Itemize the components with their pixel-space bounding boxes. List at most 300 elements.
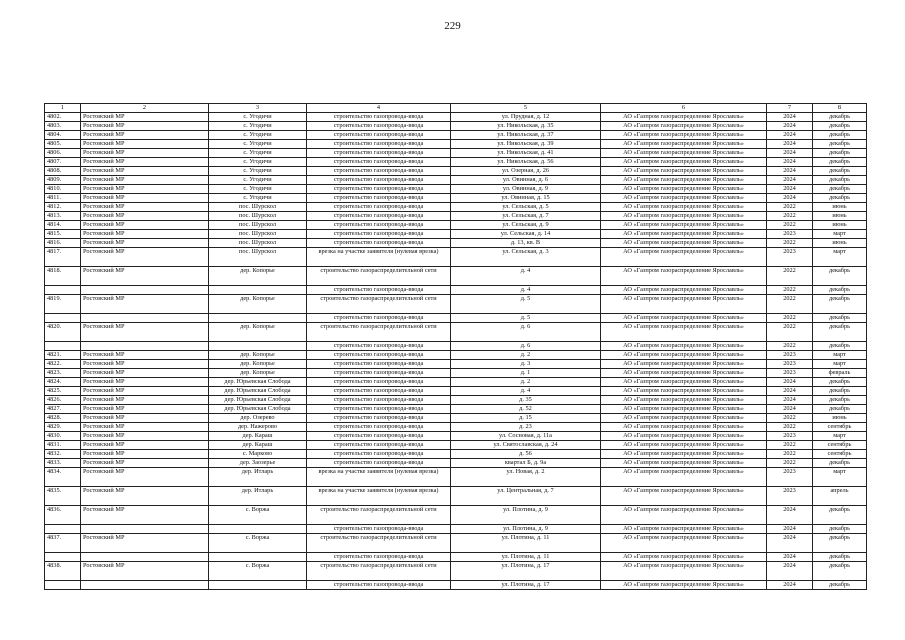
- work-type-cell: строительство газораспределительной сети: [307, 323, 451, 342]
- row-number-cell: 4809.: [45, 176, 81, 185]
- address-cell: ул. Озерная, д. 26: [451, 167, 601, 176]
- row-number-cell: [45, 342, 81, 351]
- row-number-cell: 4805.: [45, 140, 81, 149]
- settlement-cell: дер. Копорье: [209, 360, 307, 369]
- settlement-cell: дер. Копорье: [209, 295, 307, 314]
- table-row: [45, 525, 867, 534]
- year-cell: 2022: [767, 295, 813, 314]
- month-cell: декабрь: [813, 581, 867, 590]
- district-cell: Ростовский МР: [81, 167, 209, 176]
- year-cell: 2023: [767, 351, 813, 360]
- year-cell: 2022: [767, 342, 813, 351]
- table-row: [45, 176, 867, 185]
- row-number-cell: 4803.: [45, 122, 81, 131]
- work-type-cell: строительство газопровода-ввода: [307, 369, 451, 378]
- address-cell: д. 3: [451, 360, 601, 369]
- month-cell: март: [813, 468, 867, 487]
- year-cell: 2024: [767, 562, 813, 581]
- district-cell: Ростовский МР: [81, 221, 209, 230]
- table-row: [45, 487, 867, 506]
- district-cell: Ростовский МР: [81, 450, 209, 459]
- address-cell: д. 23: [451, 423, 601, 432]
- month-cell: март: [813, 248, 867, 267]
- address-cell: д. 6: [451, 323, 601, 342]
- settlement-cell: пос. Шурскол: [209, 230, 307, 239]
- district-cell: Ростовский МР: [81, 122, 209, 131]
- table-body: [45, 113, 867, 590]
- year-cell: 2024: [767, 553, 813, 562]
- year-cell: 2024: [767, 396, 813, 405]
- year-cell: 2022: [767, 414, 813, 423]
- table-row: [45, 314, 867, 323]
- settlement-cell: пос. Шурскол: [209, 239, 307, 248]
- row-number-cell: 4836.: [45, 506, 81, 525]
- table-row: [45, 581, 867, 590]
- address-cell: ул. Сельская, д. 7: [451, 212, 601, 221]
- address-cell: ул. Овинная, д. 6: [451, 176, 601, 185]
- year-cell: 2024: [767, 525, 813, 534]
- district-cell: Ростовский МР: [81, 248, 209, 267]
- organization-cell: АО «Газпром газораспределение Ярославль»: [601, 239, 767, 248]
- column-header: 8: [813, 104, 867, 113]
- month-cell: декабрь: [813, 113, 867, 122]
- work-type-cell: строительство газопровода-ввода: [307, 221, 451, 230]
- address-cell: ул. Центральная, д. 7: [451, 487, 601, 506]
- work-type-cell: строительство газопровода-ввода: [307, 553, 451, 562]
- row-number-cell: 4824.: [45, 378, 81, 387]
- row-number-cell: 4810.: [45, 185, 81, 194]
- settlement-cell: дер. Юрьевская Слобода: [209, 396, 307, 405]
- work-type-cell: строительство газораспределительной сети: [307, 562, 451, 581]
- month-cell: декабрь: [813, 553, 867, 562]
- year-cell: 2024: [767, 167, 813, 176]
- organization-cell: АО «Газпром газораспределение Ярославль»: [601, 248, 767, 267]
- district-cell: Ростовский МР: [81, 185, 209, 194]
- work-type-cell: врезка на участке заявителя (нулевая врезка): [307, 487, 451, 506]
- settlement-cell: с. Угодичи: [209, 140, 307, 149]
- organization-cell: АО «Газпром газораспределение Ярославль»: [601, 230, 767, 239]
- work-type-cell: строительство газопровода-ввода: [307, 230, 451, 239]
- organization-cell: АО «Газпром газораспределение Ярославль»: [601, 414, 767, 423]
- table-row: [45, 149, 867, 158]
- address-cell: ул. Никольская, д. 41: [451, 149, 601, 158]
- organization-cell: АО «Газпром газораспределение Ярославль»: [601, 122, 767, 131]
- organization-cell: АО «Газпром газораспределение Ярославль»: [601, 149, 767, 158]
- row-number-cell: 4823.: [45, 369, 81, 378]
- organization-cell: АО «Газпром газораспределение Ярославль»: [601, 176, 767, 185]
- organization-cell: АО «Газпром газораспределение Ярославль»: [601, 441, 767, 450]
- address-cell: д. 1: [451, 369, 601, 378]
- district-cell: Ростовский МР: [81, 414, 209, 423]
- district-cell: Ростовский МР: [81, 131, 209, 140]
- settlement-cell: с. Угодичи: [209, 158, 307, 167]
- table-row: [45, 387, 867, 396]
- work-type-cell: строительство газораспределительной сети: [307, 506, 451, 525]
- district-cell: Ростовский МР: [81, 351, 209, 360]
- table-row: [45, 212, 867, 221]
- work-type-cell: строительство газораспределительной сети: [307, 267, 451, 286]
- district-cell: Ростовский МР: [81, 405, 209, 414]
- row-number-cell: 4811.: [45, 194, 81, 203]
- month-cell: декабрь: [813, 158, 867, 167]
- work-type-cell: строительство газораспределительной сети: [307, 534, 451, 553]
- month-cell: сентябрь: [813, 450, 867, 459]
- settlement-cell: с. Угодичи: [209, 113, 307, 122]
- row-number-cell: 4817.: [45, 248, 81, 267]
- table-row: [45, 295, 867, 314]
- work-type-cell: строительство газопровода-ввода: [307, 122, 451, 131]
- district-cell: Ростовский МР: [81, 387, 209, 396]
- row-number-cell: 4804.: [45, 131, 81, 140]
- address-cell: ул. Сосновая, д. 11а: [451, 432, 601, 441]
- table-row: [45, 506, 867, 525]
- table-row: [45, 534, 867, 553]
- settlement-cell: пос. Шурскол: [209, 248, 307, 267]
- row-number-cell: 4816.: [45, 239, 81, 248]
- organization-cell: АО «Газпром газораспределение Ярославль»: [601, 534, 767, 553]
- organization-cell: АО «Газпром газораспределение Ярославль»: [601, 378, 767, 387]
- district-cell: Ростовский МР: [81, 295, 209, 314]
- district-cell: Ростовский МР: [81, 113, 209, 122]
- month-cell: декабрь: [813, 149, 867, 158]
- column-header: 7: [767, 104, 813, 113]
- table-row: [45, 194, 867, 203]
- year-cell: 2024: [767, 581, 813, 590]
- address-cell: ул. Сельская, д. 14: [451, 230, 601, 239]
- district-cell: Ростовский МР: [81, 534, 209, 553]
- row-number-cell: 4838.: [45, 562, 81, 581]
- settlement-cell: [209, 525, 307, 534]
- address-cell: д. 35: [451, 396, 601, 405]
- address-cell: ул. Никольская, д. 56: [451, 158, 601, 167]
- address-cell: д. 52: [451, 405, 601, 414]
- organization-cell: АО «Газпром газораспределение Ярославль»: [601, 212, 767, 221]
- year-cell: 2024: [767, 158, 813, 167]
- month-cell: февраль: [813, 369, 867, 378]
- district-cell: Ростовский МР: [81, 323, 209, 342]
- row-number-cell: 4821.: [45, 351, 81, 360]
- row-number-cell: 4814.: [45, 221, 81, 230]
- address-cell: ул. Никольская, д. 37: [451, 131, 601, 140]
- organization-cell: АО «Газпром газораспределение Ярославль»: [601, 450, 767, 459]
- settlement-cell: дер. Копорье: [209, 267, 307, 286]
- table-row: [45, 423, 867, 432]
- organization-cell: АО «Газпром газораспределение Ярославль»: [601, 158, 767, 167]
- work-type-cell: строительство газопровода-ввода: [307, 360, 451, 369]
- month-cell: июнь: [813, 221, 867, 230]
- row-number-cell: 4827.: [45, 405, 81, 414]
- organization-cell: АО «Газпром газораспределение Ярославль»: [601, 432, 767, 441]
- table-row: [45, 432, 867, 441]
- settlement-cell: пос. Шурскол: [209, 203, 307, 212]
- year-cell: 2023: [767, 360, 813, 369]
- table-row: [45, 360, 867, 369]
- address-cell: ул. Никольская, д. 39: [451, 140, 601, 149]
- row-number-cell: 4812.: [45, 203, 81, 212]
- settlement-cell: дер. Нажерово: [209, 423, 307, 432]
- table-row: [45, 239, 867, 248]
- organization-cell: АО «Газпром газораспределение Ярославль»: [601, 423, 767, 432]
- organization-cell: АО «Газпром газораспределение Ярославль»: [601, 487, 767, 506]
- table-row: [45, 248, 867, 267]
- district-cell: Ростовский МР: [81, 506, 209, 525]
- address-cell: ул. Сельская, д. 5: [451, 203, 601, 212]
- district-cell: Ростовский МР: [81, 239, 209, 248]
- address-cell: ул. Святославская, д. 24: [451, 441, 601, 450]
- year-cell: 2024: [767, 506, 813, 525]
- address-cell: ул. Новая, д. 2: [451, 468, 601, 487]
- work-type-cell: врезка на участке заявителя (нулевая врезка): [307, 248, 451, 267]
- month-cell: июнь: [813, 203, 867, 212]
- district-cell: Ростовский МР: [81, 360, 209, 369]
- row-number-cell: 4806.: [45, 149, 81, 158]
- table-row: [45, 378, 867, 387]
- work-type-cell: строительство газопровода-ввода: [307, 212, 451, 221]
- organization-cell: АО «Газпром газораспределение Ярославль»: [601, 405, 767, 414]
- row-number-cell: [45, 286, 81, 295]
- settlement-cell: с. Марково: [209, 450, 307, 459]
- organization-cell: АО «Газпром газораспределение Ярославль»: [601, 167, 767, 176]
- settlement-cell: с. Угодичи: [209, 149, 307, 158]
- row-number-cell: 4837.: [45, 534, 81, 553]
- settlement-cell: дер. Юрьевская Слобода: [209, 378, 307, 387]
- table-row: [45, 459, 867, 468]
- month-cell: декабрь: [813, 140, 867, 149]
- address-cell: квартал Б, д. 9а: [451, 459, 601, 468]
- table-row: [45, 351, 867, 360]
- district-cell: Ростовский МР: [81, 468, 209, 487]
- row-number-cell: 4829.: [45, 423, 81, 432]
- month-cell: июнь: [813, 414, 867, 423]
- row-number-cell: 4807.: [45, 158, 81, 167]
- address-cell: ул. Сельская, д. 3: [451, 248, 601, 267]
- settlement-cell: дер. Итларь: [209, 487, 307, 506]
- month-cell: декабрь: [813, 286, 867, 295]
- work-type-cell: строительство газопровода-ввода: [307, 378, 451, 387]
- month-cell: сентябрь: [813, 423, 867, 432]
- year-cell: 2024: [767, 176, 813, 185]
- district-cell: Ростовский МР: [81, 230, 209, 239]
- address-cell: д. 5: [451, 295, 601, 314]
- organization-cell: АО «Газпром газораспределение Ярославль»: [601, 506, 767, 525]
- column-header: 3: [209, 104, 307, 113]
- year-cell: 2023: [767, 230, 813, 239]
- year-cell: 2022: [767, 459, 813, 468]
- organization-cell: АО «Газпром газораспределение Ярославль»: [601, 194, 767, 203]
- year-cell: 2024: [767, 131, 813, 140]
- district-cell: [81, 581, 209, 590]
- work-type-cell: строительство газопровода-ввода: [307, 414, 451, 423]
- work-type-cell: строительство газопровода-ввода: [307, 432, 451, 441]
- settlement-cell: [209, 342, 307, 351]
- row-number-cell: 4834.: [45, 468, 81, 487]
- month-cell: декабрь: [813, 267, 867, 286]
- settlement-cell: [209, 314, 307, 323]
- settlement-cell: с. Угодичи: [209, 185, 307, 194]
- organization-cell: АО «Газпром газораспределение Ярославль»: [601, 323, 767, 342]
- work-type-cell: строительство газопровода-ввода: [307, 176, 451, 185]
- address-cell: ул. Овинная, д. 15: [451, 194, 601, 203]
- work-type-cell: строительство газопровода-ввода: [307, 525, 451, 534]
- district-cell: Ростовский МР: [81, 149, 209, 158]
- organization-cell: АО «Газпром газораспределение Ярославль»: [601, 525, 767, 534]
- table-row: [45, 369, 867, 378]
- organization-cell: АО «Газпром газораспределение Ярославль»: [601, 131, 767, 140]
- settlement-cell: дер. Копорье: [209, 323, 307, 342]
- work-type-cell: строительство газопровода-ввода: [307, 396, 451, 405]
- year-cell: 2022: [767, 441, 813, 450]
- month-cell: декабрь: [813, 323, 867, 342]
- month-cell: декабрь: [813, 122, 867, 131]
- month-cell: декабрь: [813, 167, 867, 176]
- row-number-cell: [45, 314, 81, 323]
- table-row: [45, 323, 867, 342]
- work-type-cell: строительство газопровода-ввода: [307, 342, 451, 351]
- settlement-cell: [209, 553, 307, 562]
- address-cell: д. 2: [451, 378, 601, 387]
- work-type-cell: строительство газопровода-ввода: [307, 581, 451, 590]
- gasification-table: [44, 103, 867, 590]
- row-number-cell: 4826.: [45, 396, 81, 405]
- table-row: [45, 131, 867, 140]
- district-cell: [81, 342, 209, 351]
- year-cell: 2024: [767, 194, 813, 203]
- organization-cell: АО «Газпром газораспределение Ярославль»: [601, 459, 767, 468]
- work-type-cell: строительство газопровода-ввода: [307, 158, 451, 167]
- month-cell: декабрь: [813, 378, 867, 387]
- month-cell: декабрь: [813, 185, 867, 194]
- work-type-cell: строительство газопровода-ввода: [307, 423, 451, 432]
- district-cell: Ростовский МР: [81, 562, 209, 581]
- organization-cell: АО «Газпром газораспределение Ярославль»: [601, 562, 767, 581]
- district-cell: Ростовский МР: [81, 378, 209, 387]
- district-cell: [81, 314, 209, 323]
- row-number-cell: [45, 553, 81, 562]
- table-row: [45, 414, 867, 423]
- year-cell: 2023: [767, 248, 813, 267]
- organization-cell: АО «Газпром газораспределение Ярославль»: [601, 221, 767, 230]
- work-type-cell: врезка на участке заявителя (нулевая врезка): [307, 468, 451, 487]
- row-number-cell: [45, 581, 81, 590]
- table-row: [45, 450, 867, 459]
- organization-cell: АО «Газпром газораспределение Ярославль»: [601, 468, 767, 487]
- table-row: [45, 221, 867, 230]
- address-cell: ул. Плотина, д. 11: [451, 553, 601, 562]
- row-number-cell: 4833.: [45, 459, 81, 468]
- month-cell: декабрь: [813, 396, 867, 405]
- settlement-cell: с. Угодичи: [209, 131, 307, 140]
- district-cell: [81, 286, 209, 295]
- work-type-cell: строительство газопровода-ввода: [307, 459, 451, 468]
- table-row: [45, 562, 867, 581]
- year-cell: 2022: [767, 267, 813, 286]
- row-number-cell: 4825.: [45, 387, 81, 396]
- district-cell: Ростовский МР: [81, 140, 209, 149]
- year-cell: 2024: [767, 113, 813, 122]
- month-cell: декабрь: [813, 525, 867, 534]
- district-cell: Ростовский МР: [81, 369, 209, 378]
- settlement-cell: дер. Итларь: [209, 468, 307, 487]
- month-cell: сентябрь: [813, 441, 867, 450]
- table-row: [45, 553, 867, 562]
- row-number-cell: 4813.: [45, 212, 81, 221]
- address-cell: д. 6: [451, 342, 601, 351]
- address-cell: д. 15: [451, 414, 601, 423]
- year-cell: 2024: [767, 534, 813, 553]
- row-number-cell: 4831.: [45, 441, 81, 450]
- table-row: [45, 158, 867, 167]
- month-cell: декабрь: [813, 387, 867, 396]
- year-cell: 2023: [767, 487, 813, 506]
- district-cell: Ростовский МР: [81, 203, 209, 212]
- district-cell: Ростовский МР: [81, 212, 209, 221]
- district-cell: Ростовский МР: [81, 487, 209, 506]
- year-cell: 2024: [767, 387, 813, 396]
- address-cell: д. 4: [451, 267, 601, 286]
- year-cell: 2024: [767, 149, 813, 158]
- work-type-cell: строительство газопровода-ввода: [307, 167, 451, 176]
- settlement-cell: с. Воржа: [209, 562, 307, 581]
- row-number-cell: 4820.: [45, 323, 81, 342]
- address-cell: д. 5: [451, 314, 601, 323]
- work-type-cell: строительство газопровода-ввода: [307, 203, 451, 212]
- district-cell: Ростовский МР: [81, 194, 209, 203]
- year-cell: 2024: [767, 122, 813, 131]
- work-type-cell: строительство газопровода-ввода: [307, 450, 451, 459]
- table-row: [45, 167, 867, 176]
- work-type-cell: строительство газопровода-ввода: [307, 314, 451, 323]
- year-cell: 2022: [767, 239, 813, 248]
- row-number-cell: [45, 525, 81, 534]
- settlement-cell: пос. Шурскол: [209, 212, 307, 221]
- row-number-cell: 4822.: [45, 360, 81, 369]
- month-cell: декабрь: [813, 295, 867, 314]
- month-cell: декабрь: [813, 131, 867, 140]
- year-cell: 2022: [767, 450, 813, 459]
- month-cell: декабрь: [813, 562, 867, 581]
- column-header: 2: [81, 104, 209, 113]
- work-type-cell: строительство газопровода-ввода: [307, 286, 451, 295]
- year-cell: 2022: [767, 212, 813, 221]
- table-row: [45, 230, 867, 239]
- settlement-cell: с. Угодичи: [209, 194, 307, 203]
- column-header: 5: [451, 104, 601, 113]
- year-cell: 2024: [767, 405, 813, 414]
- year-cell: 2022: [767, 203, 813, 212]
- settlement-cell: дер. Караш: [209, 441, 307, 450]
- table-row: [45, 441, 867, 450]
- address-cell: ул. Плотина, д. 11: [451, 534, 601, 553]
- year-cell: 2022: [767, 286, 813, 295]
- work-type-cell: строительство газопровода-ввода: [307, 140, 451, 149]
- row-number-cell: 4835.: [45, 487, 81, 506]
- settlement-cell: дер. Заозерье: [209, 459, 307, 468]
- column-header: 1: [45, 104, 81, 113]
- work-type-cell: строительство газопровода-ввода: [307, 351, 451, 360]
- settlement-cell: с. Воржа: [209, 506, 307, 525]
- address-cell: ул. Овинная, д. 9: [451, 185, 601, 194]
- address-cell: ул. Прудная, д. 12: [451, 113, 601, 122]
- work-type-cell: строительство газопровода-ввода: [307, 194, 451, 203]
- address-cell: ул. Никольская, д. 35: [451, 122, 601, 131]
- organization-cell: АО «Газпром газораспределение Ярославль»: [601, 140, 767, 149]
- organization-cell: АО «Газпром газораспределение Ярославль»: [601, 286, 767, 295]
- month-cell: декабрь: [813, 314, 867, 323]
- district-cell: Ростовский МР: [81, 423, 209, 432]
- organization-cell: АО «Газпром газораспределение Ярославль»: [601, 387, 767, 396]
- row-number-cell: 4832.: [45, 450, 81, 459]
- settlement-cell: дер. Копорье: [209, 369, 307, 378]
